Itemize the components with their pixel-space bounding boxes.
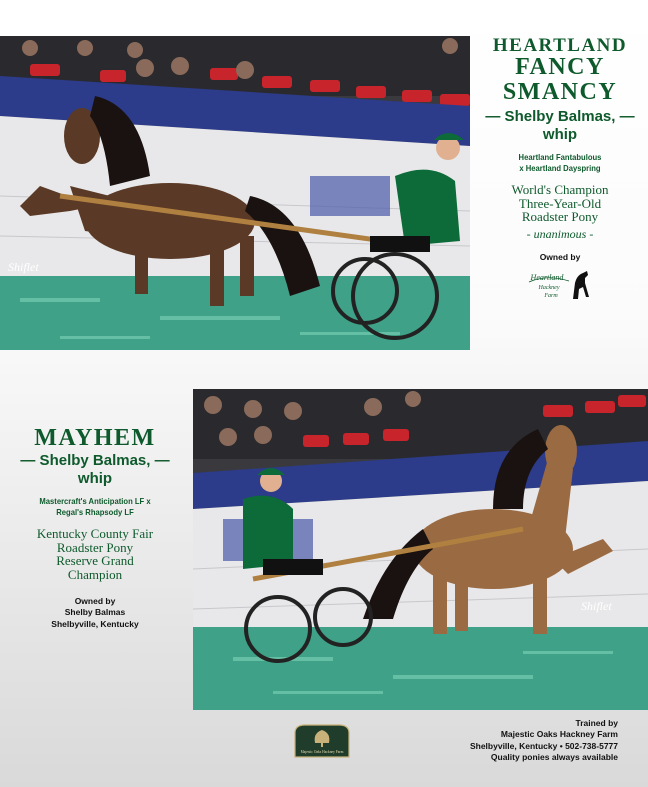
trainer-block: [470, 718, 618, 764]
dam-line: x Heartland Dayspring: [519, 162, 601, 173]
owned-by-label: Owned by: [74, 595, 116, 606]
entry-heartland-fancy-smancy: [472, 36, 648, 308]
driver-credit: [0, 452, 190, 487]
trainer-tagline: Quality ponies always available: [490, 752, 618, 763]
horse-name-line2: FANCY: [515, 54, 605, 81]
award-line: World's Champion: [511, 181, 609, 197]
horse-name: MAYHEM: [34, 425, 156, 451]
driver-credit: [472, 108, 648, 143]
horse-name-line1: HEARTLAND: [492, 35, 628, 56]
owner-location: Shelbyville, Kentucky: [51, 618, 139, 629]
horse-name: [472, 36, 648, 104]
award-line: Kentucky County Fair: [36, 526, 154, 542]
photo-heartland-fancy-smancy: [0, 36, 470, 350]
award-line: Three-Year-Old: [518, 195, 602, 211]
photo-mayhem: [193, 389, 648, 710]
award-line: Champion: [67, 566, 123, 582]
award-note: - unanimous -: [526, 226, 594, 241]
pedigree: [10, 496, 181, 518]
driver-name: — Shelby Balmas, —: [485, 108, 635, 126]
trained-by-label: Trained by: [575, 718, 618, 728]
award-line: Reserve Grand: [56, 553, 134, 569]
owned-by-label: Owned by: [539, 251, 581, 262]
award-line: Roadster Pony: [521, 209, 599, 225]
heartland-hackney-farm-logo: [525, 269, 595, 303]
owner-name: Shelby Balmas: [64, 607, 126, 618]
logo-text-heartland: Heartland: [530, 273, 564, 283]
majestic-oaks-badge-logo: [293, 723, 351, 759]
owner-block: [0, 596, 190, 630]
badge-text: Majestic Oaks Hackney Farm: [300, 750, 344, 754]
driver-name: — Shelby Balmas, —: [20, 452, 170, 470]
entry-mayhem: [0, 426, 190, 630]
driver-role: whip: [542, 125, 578, 143]
award: [472, 183, 648, 224]
horse-name-line3: SMANCY: [502, 78, 618, 105]
driver-role: whip: [77, 469, 113, 487]
sire-line: Heartland Fantabulous: [518, 151, 602, 162]
photographer-signature: Shiflet: [581, 599, 612, 613]
sire-line: Mastercraft's Anticipation LF x: [39, 495, 151, 506]
pedigree: [481, 152, 639, 174]
trainer-contact: Shelbyville, Kentucky • 502-738-5777: [469, 740, 618, 751]
trainer-farm: Majestic Oaks Hackney Farm: [500, 729, 618, 740]
award-line: Roadster Pony: [56, 539, 134, 555]
dam-line: Regal's Rhapsody LF: [56, 507, 134, 518]
logo-text-farm: Farm: [544, 293, 558, 300]
photographer-signature: Shiflet: [8, 260, 39, 274]
award: [0, 527, 190, 582]
logo-text-hackney: Hackney: [538, 285, 560, 292]
